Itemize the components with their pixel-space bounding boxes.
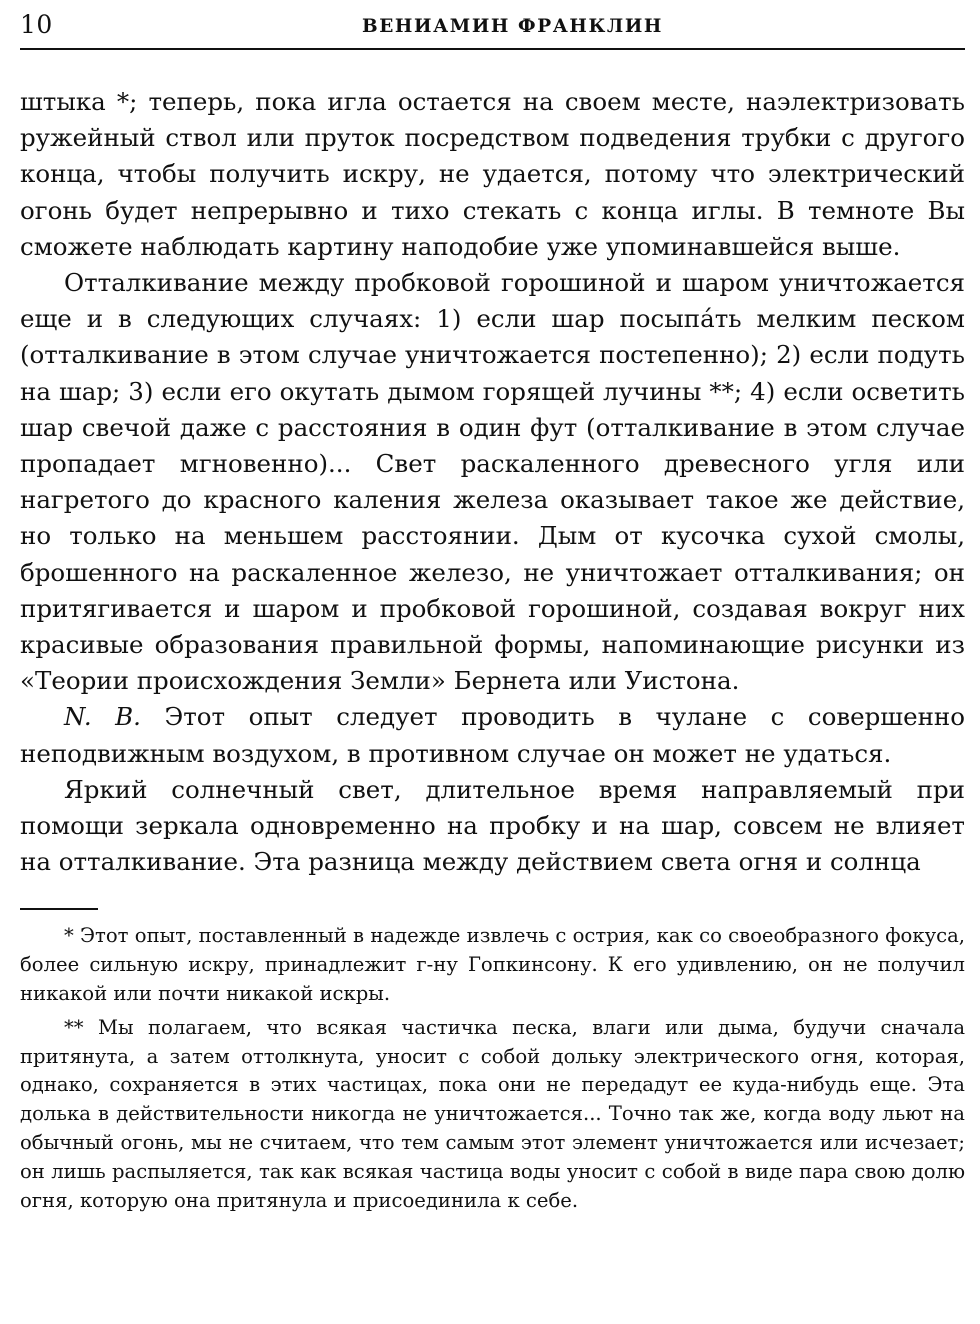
footnote-1: * Этот опыт, поставленный в надежде извлечь с острия, как со своеобразного фокуса, более сильную искру, принадлежит г-ну Гопкинсону. К его удивлению, он не получил никакой или почти никакой искры.: [20, 924, 965, 1006]
book-page: [20, 6, 965, 1215]
main-text: [20, 84, 965, 880]
paragraph-sunlight: Яркий солнечный свет, длительное время направляемый при помощи зеркала одновременно на пробку и на шар, совсем не влияет на отталкивание. Эта разница между действием света огня и солнца: [20, 774, 965, 877]
nota-bene-label: N. B.: [64, 702, 141, 732]
page-header: [20, 6, 965, 44]
footnotes: [20, 922, 965, 1215]
paragraph-repulsion: Отталкивание между пробковой горошиной и шаром уничтожается еще и в следующих случаях: 1) если шар посыпáть мелким песком (отталкивание в этом случае уничтожается постепенно); 2) если подуть на шар; 3) если его окутать дымом горящей лучины **; 4) если осветить шар свечой даже с расстояния в один фут (отталкивание в этом случае пропадает мгновенно)... Свет раскаленного древесного угля или нагретого до красного каления железа оказывает такое же действие, но только на меньшем расстоянии. Дым от кусочка сухой смолы, брошенного на раскаленное железо, не уничтожает отталкивания; он притягивается и шаром и пробковой горошиной, создавая вокруг них красивые образования правильной формы, напоминающие рисунки из «Теории происхождения Земли» Бернета или Уистона.: [20, 268, 965, 696]
footnote-2: ** Мы полагаем, что всякая частичка песка, влаги или дыма, будучи сначала притянута, а затем оттолкнута, уносит с собой дольку электрического огня, которая, однако, сохраняется в этих частицах, пока они не передадут ее куда-нибудь еще. Эта долька в действительности никогда не уничтожается... Точно так же, когда воду льют на обычный огонь, мы не считаем, что тем самым этот элемент уничтожается или исчезает; он лишь распыляется, так как всякая частица воды уносит с собой в виде пара свою долю огня, которую она притянула и присоединила к себе.: [20, 1015, 965, 1212]
paragraph-continuation: штыка *; теперь, пока игла остается на своем месте, наэлектризовать ружейный ствол или пруток посредством подведения трубки с другого конца, чтобы получить искру, не удается, потому что электрический огонь будет непрерывно и тихо стекать с конца иглы. В темноте Вы сможете наблюдать картину наподобие уже упоминавшейся выше.: [20, 87, 965, 261]
header-rule: [20, 48, 965, 50]
footnote-rule: [20, 908, 98, 910]
paragraph-nota-bene: [20, 699, 965, 771]
running-title: ВЕНИАМИН ФРАНКЛИН: [362, 16, 663, 37]
nota-bene-text: Этот опыт следует проводить в чулане с совершенно неподвижным воздухом, в противном случае он может не удаться.: [20, 702, 965, 768]
page-number: 10: [20, 10, 53, 39]
